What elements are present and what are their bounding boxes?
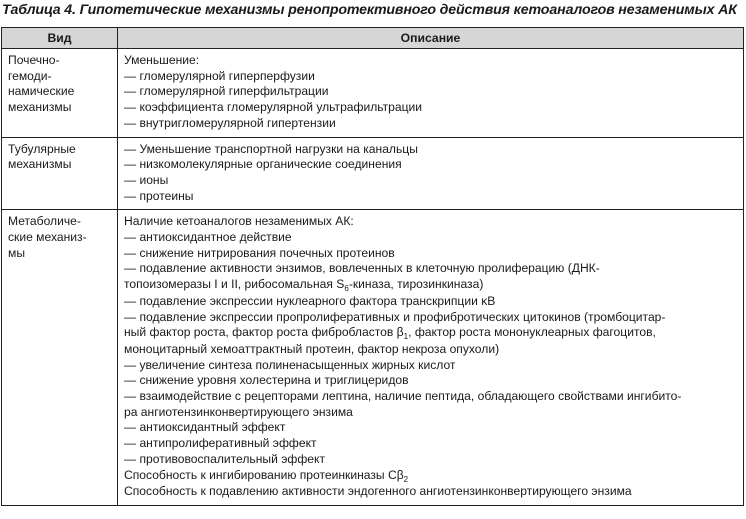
header-kind: Вид — [2, 28, 118, 49]
description-line: — коэффициента гломерулярной ультрафильтрации — [124, 100, 423, 115]
subscript: 6 — [344, 284, 349, 294]
description-line: — внутригломерулярной гипертензии — [124, 115, 336, 130]
table-row — [2, 49, 744, 138]
table-row — [2, 137, 744, 210]
subscript: 2 — [403, 474, 409, 484]
kind-line: Почечно- — [8, 53, 60, 67]
line-text: ный фактор роста, фактор роста фибробластов β — [124, 325, 404, 340]
description-line: — взаимодействие с рецепторами лептина, наличие пептида, обладающего свойствами ингибито- — [124, 389, 682, 404]
description-line: Уменьшение: — [124, 53, 200, 67]
line-text: Способность к ингибированию протеинкиназы Сβ — [124, 467, 404, 482]
description-line — [124, 277, 737, 294]
description-cell — [118, 49, 744, 138]
description-line: — подавление экспрессии пропролиферативных и профибротических цитокинов (тромбоцитар- — [124, 309, 666, 324]
description-line: — антиоксидантное действие — [124, 230, 292, 245]
kind-cell — [2, 137, 118, 210]
kind-line: ские механиз- — [8, 230, 87, 245]
description-line: Наличие кетоаналогов незаменимых АК: — [124, 214, 354, 229]
description-line: — антипролиферативный эффект — [124, 436, 317, 451]
mechanisms-table — [1, 27, 744, 506]
description-line: — низкомолекулярные органические соединения — [124, 157, 402, 172]
description-line: моноцитарный хемоаттрактный протеин, фактор некроза опухоли) — [124, 341, 500, 356]
description-line: — подавление экспрессии нуклеарного фактора транскрипции κB — [124, 293, 496, 308]
subscript: 1 — [403, 332, 409, 342]
description-line: — увеличение синтеза полиненасыщенных жирных кислот — [124, 357, 456, 372]
description-line: — Уменьшение транспортной нагрузки на канальцы — [124, 141, 418, 156]
kind-line: механизмы — [8, 157, 72, 172]
kind-line: гемоди- — [8, 68, 52, 83]
table-row — [2, 210, 744, 506]
kind-line: мы — [8, 245, 26, 260]
kind-line: намические — [8, 84, 75, 99]
line-text: , фактор роста мононуклеарных фагоцитов, — [408, 325, 656, 340]
description-line: — подавление активности энзимов, вовлеченных в клеточную пролиферацию (ДНК- — [124, 261, 600, 276]
description-cell — [118, 210, 744, 506]
description-line — [124, 325, 737, 342]
kind-cell — [2, 49, 118, 138]
kind-line: Метаболиче- — [8, 214, 81, 229]
header-description: Описание — [118, 28, 744, 49]
line-text: -киназа, тирозинкиназа) — [348, 277, 484, 292]
description-line: — протеины — [124, 188, 194, 203]
description-line: — гломерулярной гиперфильтрации — [124, 84, 329, 99]
description-line: ра ангиотензинконвертирующего энзима — [124, 404, 353, 419]
table-header-row — [2, 28, 744, 49]
description-line: — снижение уровня холестерина и триглицеридов — [124, 373, 409, 388]
kind-cell — [2, 210, 118, 506]
table-caption: Таблица 4. Гипотетические механизмы ренопротективного действия кетоаналогов незаменимых АК — [2, 2, 737, 18]
description-line: Способность к подавлению активности эндогенного ангиотензинконвертирующего энзима — [124, 484, 632, 499]
kind-line: механизмы — [8, 100, 72, 115]
description-cell — [118, 137, 744, 210]
description-line: — ионы — [124, 172, 169, 187]
description-line: — снижение нитрирования почечных протеинов — [124, 245, 395, 260]
description-line: — гломерулярной гиперперфузии — [124, 68, 315, 83]
kind-line: Тубулярные — [8, 141, 76, 156]
description-line: — противовоспалительный эффект — [124, 451, 325, 466]
description-line — [124, 468, 737, 485]
description-line: — антиоксидантный эффект — [124, 420, 286, 435]
line-text: топоизомеразы I и II, рибосомальная S — [124, 277, 345, 292]
